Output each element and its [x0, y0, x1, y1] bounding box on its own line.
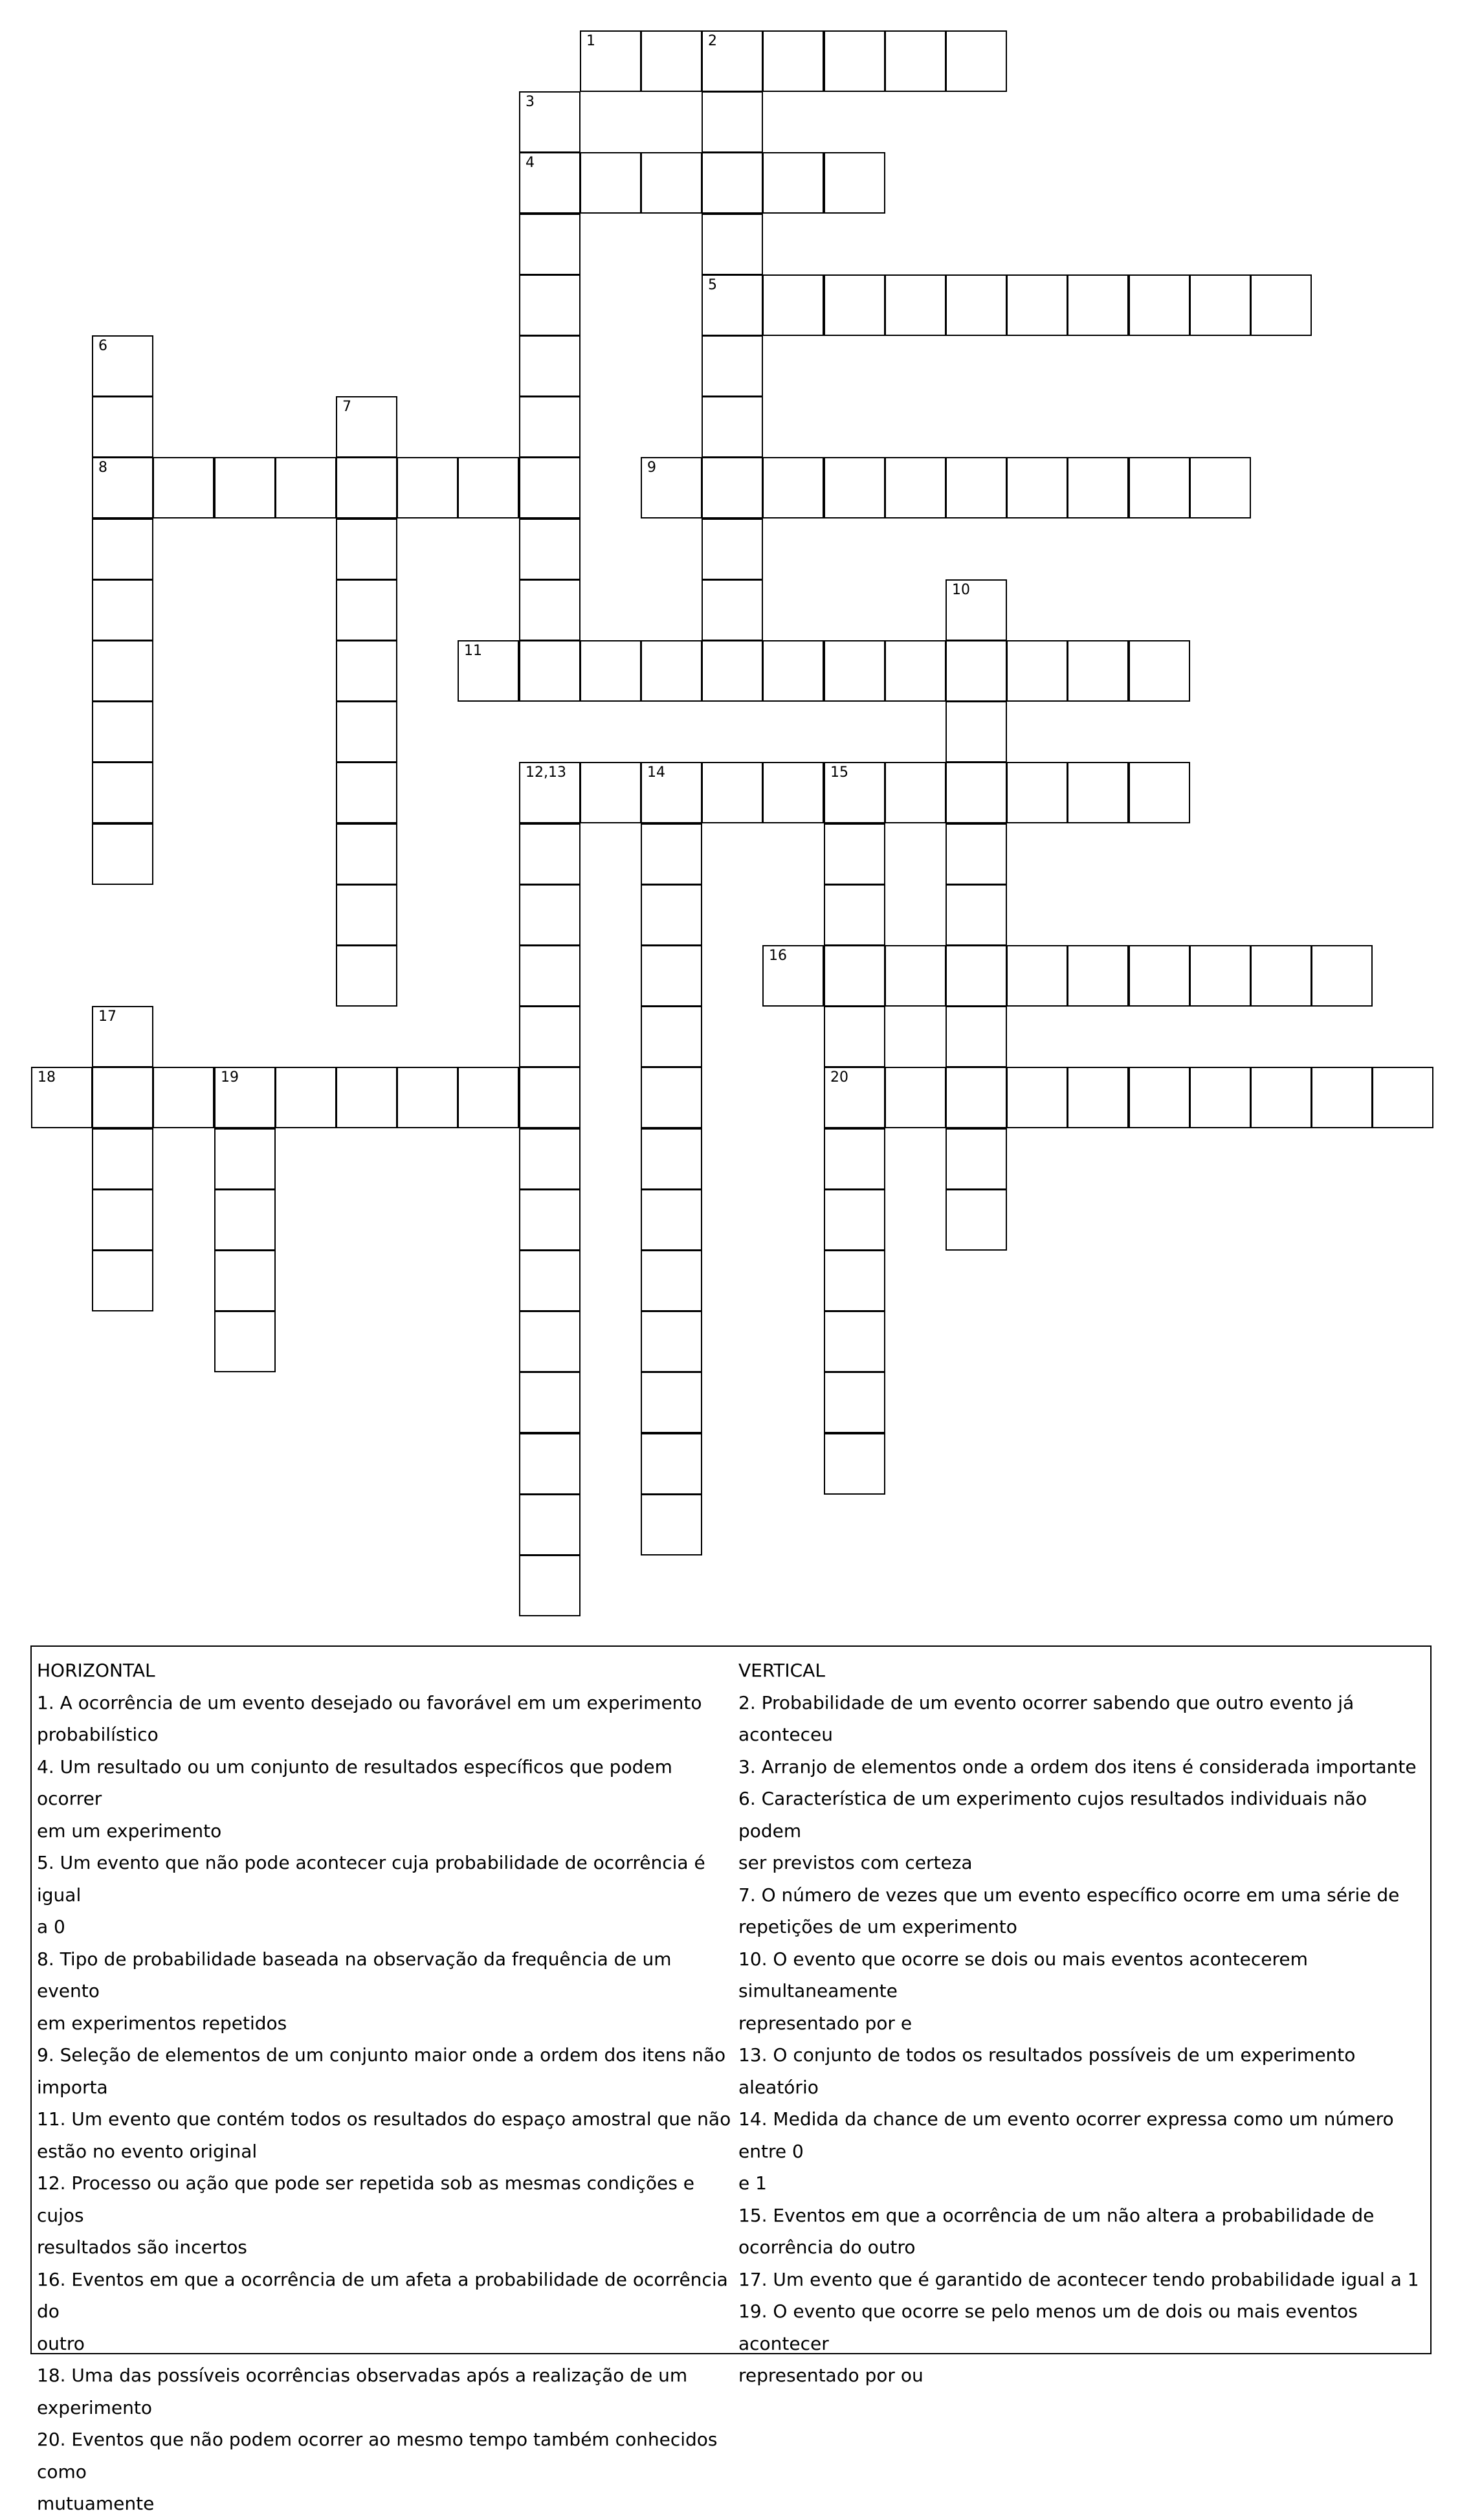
grid-cell[interactable]	[641, 1494, 702, 1555]
clue-line: probabilístico	[37, 1724, 159, 1745]
grid-cell[interactable]	[92, 335, 153, 397]
clue-line: 9. Seleção de elementos de um conjunto maior onde a ordem dos itens não	[37, 2044, 726, 2066]
grid-cell[interactable]	[641, 945, 702, 1007]
grid-cell[interactable]	[92, 1067, 153, 1128]
grid-cell[interactable]	[1067, 457, 1129, 518]
grid-cell[interactable]	[702, 579, 763, 641]
clue-line: 5. Um evento que não pode acontecer cuja probabilidade de ocorrência é igual	[37, 1852, 705, 1906]
grid-cell[interactable]	[762, 762, 824, 823]
grid-cell[interactable]	[946, 1189, 1007, 1251]
grid-cell[interactable]	[824, 823, 885, 885]
grid-cell[interactable]	[946, 457, 1007, 518]
grid-cell[interactable]	[1129, 762, 1190, 823]
grid-cell[interactable]	[336, 762, 397, 823]
grid-cell[interactable]	[702, 518, 763, 580]
grid-cell[interactable]	[458, 457, 519, 518]
grid-cell[interactable]	[641, 640, 702, 702]
grid-cell[interactable]	[519, 823, 581, 885]
grid-cell[interactable]	[1311, 1067, 1373, 1128]
grid-cell[interactable]	[946, 1128, 1007, 1190]
clue-line: repetições de um experimento	[738, 1916, 1017, 1937]
grid-cell[interactable]	[702, 396, 763, 458]
grid-cell[interactable]	[519, 335, 581, 397]
grid-cell[interactable]	[946, 1067, 1007, 1128]
grid-cell[interactable]	[824, 457, 885, 518]
clue-line: 7. O número de vezes que um evento específico ocorre em uma série de	[738, 1884, 1400, 1906]
clue-number: 20	[830, 1069, 848, 1086]
clue-number: 3	[525, 94, 535, 110]
clue-line: 20. Eventos que não podem ocorrer ao mesmo tempo também conhecidos como	[37, 2429, 718, 2482]
grid-cell[interactable]	[702, 214, 763, 275]
vertical-clues	[738, 1655, 1431, 2392]
clue-line: representado por e	[738, 2012, 912, 2034]
clue-line: estão no evento original	[37, 2140, 258, 2162]
grid-cell[interactable]	[885, 30, 946, 92]
horizontal-heading: HORIZONTAL	[37, 1660, 155, 1681]
grid-cell[interactable]	[92, 1250, 153, 1311]
grid-cell[interactable]	[519, 1250, 581, 1311]
grid-cell[interactable]	[1067, 762, 1129, 823]
grid-cell[interactable]	[885, 945, 946, 1007]
clue-number: 19	[221, 1069, 239, 1086]
grid-cell[interactable]	[519, 762, 581, 823]
grid-cell[interactable]	[885, 1067, 946, 1128]
grid-cell[interactable]	[92, 823, 153, 885]
grid-cell[interactable]	[336, 457, 397, 518]
clue-number: 2	[708, 33, 717, 49]
grid-cell[interactable]	[946, 823, 1007, 885]
grid-cell[interactable]	[946, 30, 1007, 92]
clue-line: experimento	[37, 2396, 152, 2418]
grid-cell[interactable]	[946, 884, 1007, 946]
grid-cell[interactable]	[762, 274, 824, 336]
grid-cell[interactable]	[824, 1189, 885, 1251]
grid-cell[interactable]	[641, 457, 702, 518]
clue-line: importa	[37, 2076, 108, 2098]
grid-cell[interactable]	[885, 762, 946, 823]
grid-cell[interactable]	[641, 30, 702, 92]
clue-line: 10. O evento que ocorre se dois ou mais eventos acontecerem simultaneamente	[738, 1948, 1308, 2002]
grid-cell[interactable]	[1129, 1067, 1190, 1128]
grid-cell[interactable]	[580, 152, 641, 214]
clue-line: 18. Uma das possíveis ocorrências observadas após a realização de um	[37, 2365, 688, 2386]
clue-line: 2. Probabilidade de um evento ocorrer sabendo que outro evento já aconteceu	[738, 1691, 1355, 1745]
clue-line: 3. Arranjo de elementos onde a ordem dos itens é considerada importante	[738, 1756, 1417, 1778]
grid-cell[interactable]	[641, 762, 702, 823]
grid-cell[interactable]	[1129, 640, 1190, 702]
grid-cell[interactable]	[92, 762, 153, 823]
clue-line: 8. Tipo de probabilidade baseada na observação da frequência de um evento	[37, 1948, 672, 2002]
grid-cell[interactable]	[519, 1128, 581, 1190]
grid-cell[interactable]	[519, 1006, 581, 1067]
grid-cell[interactable]	[336, 945, 397, 1007]
grid-cell[interactable]	[153, 457, 214, 518]
grid-cell[interactable]	[1006, 762, 1068, 823]
clue-line: 16. Eventos em que a ocorrência de um afeta a probabilidade de ocorrência do	[37, 2268, 728, 2322]
grid-cell[interactable]	[519, 91, 581, 153]
grid-cell[interactable]	[1129, 457, 1190, 518]
grid-cell[interactable]	[885, 457, 946, 518]
clue-number: 11	[464, 643, 482, 659]
grid-cell[interactable]	[1250, 945, 1312, 1007]
clue-line: 6. Característica de um experimento cujos resultados individuais não podem	[738, 1788, 1367, 1842]
grid-cell[interactable]	[1067, 640, 1129, 702]
grid-cell[interactable]	[92, 457, 153, 518]
clue-line: ser previstos com certeza	[738, 1852, 973, 1873]
grid-cell[interactable]	[641, 1067, 702, 1128]
grid-cell[interactable]	[824, 1433, 885, 1495]
grid-cell[interactable]	[214, 1250, 276, 1311]
clue-number: 10	[952, 582, 970, 598]
grid-cell[interactable]	[641, 884, 702, 946]
grid-cell[interactable]	[519, 518, 581, 580]
grid-cell[interactable]	[397, 457, 458, 518]
grid-cell[interactable]	[519, 214, 581, 275]
grid-cell[interactable]	[824, 1067, 885, 1128]
grid-cell[interactable]	[702, 335, 763, 397]
grid-cell[interactable]	[580, 30, 641, 92]
grid-cell[interactable]	[458, 640, 519, 702]
grid-cell[interactable]	[1129, 945, 1190, 1007]
grid-cell[interactable]	[519, 274, 581, 336]
grid-cell[interactable]	[519, 1311, 581, 1372]
grid-cell[interactable]	[762, 945, 824, 1007]
grid-cell[interactable]	[946, 762, 1007, 823]
grid-cell[interactable]	[275, 1067, 337, 1128]
clue-line: em um experimento	[37, 1820, 222, 1842]
grid-cell[interactable]	[336, 1067, 397, 1128]
grid-cell[interactable]	[702, 640, 763, 702]
grid-cell[interactable]	[214, 1311, 276, 1372]
grid-cell[interactable]	[641, 1250, 702, 1311]
grid-cell[interactable]	[336, 396, 397, 458]
grid-cell[interactable]	[885, 640, 946, 702]
grid-cell[interactable]	[1250, 274, 1312, 336]
grid-cell[interactable]	[824, 945, 885, 1007]
clue-number: 8	[98, 460, 107, 476]
clue-line: 14. Medida da chance de um evento ocorrer expressa como um número entre 0	[738, 2108, 1394, 2162]
clue-line: 12. Processo ou ação que pode ser repetida sob as mesmas condições e cujos	[37, 2172, 694, 2226]
grid-cell[interactable]	[519, 457, 581, 518]
grid-cell[interactable]	[702, 457, 763, 518]
grid-cell[interactable]	[1129, 274, 1190, 336]
grid-cell[interactable]	[1006, 274, 1068, 336]
grid-cell[interactable]	[1067, 274, 1129, 336]
grid-cell[interactable]	[336, 640, 397, 702]
grid-cell[interactable]	[762, 152, 824, 214]
clue-number: 15	[830, 764, 848, 781]
clue-number: 6	[98, 338, 107, 354]
grid-cell[interactable]	[519, 1555, 581, 1616]
grid-cell[interactable]	[214, 1128, 276, 1190]
grid-cell[interactable]	[153, 1067, 214, 1128]
grid-cell[interactable]	[519, 1433, 581, 1495]
clue-number: 12,13	[525, 764, 566, 781]
grid-cell[interactable]	[885, 274, 946, 336]
grid-cell[interactable]	[458, 1067, 519, 1128]
grid-cell[interactable]	[824, 274, 885, 336]
grid-cell[interactable]	[702, 274, 763, 336]
grid-cell[interactable]	[92, 396, 153, 458]
grid-cell[interactable]	[824, 1128, 885, 1190]
grid-cell[interactable]	[1006, 945, 1068, 1007]
grid-cell[interactable]	[519, 1494, 581, 1555]
grid-cell[interactable]	[824, 762, 885, 823]
grid-cell[interactable]	[702, 91, 763, 153]
horizontal-clues	[37, 1655, 739, 2520]
clue-line: representado por ou	[738, 2365, 924, 2386]
clue-line: a 0	[37, 1916, 65, 1937]
grid-cell[interactable]	[1006, 640, 1068, 702]
grid-cell[interactable]	[824, 1372, 885, 1433]
grid-cell[interactable]	[92, 701, 153, 763]
clue-number: 7	[342, 399, 351, 415]
clue-line: 1. A ocorrência de um evento desejado ou favorável em um experimento	[37, 1691, 702, 1713]
grid-cell[interactable]	[397, 1067, 458, 1128]
grid-cell[interactable]	[946, 945, 1007, 1007]
grid-cell[interactable]	[214, 457, 276, 518]
clue-number: 17	[98, 1009, 116, 1025]
grid-cell[interactable]	[519, 396, 581, 458]
clue-line: mutuamente	[37, 2493, 155, 2514]
grid-cell[interactable]	[92, 1189, 153, 1251]
grid-cell[interactable]	[641, 1433, 702, 1495]
grid-cell[interactable]	[336, 518, 397, 580]
grid-cell[interactable]	[519, 884, 581, 946]
clue-number: 4	[525, 155, 535, 171]
grid-cell[interactable]	[214, 1067, 276, 1128]
grid-cell[interactable]	[762, 30, 824, 92]
grid-cell[interactable]	[580, 640, 641, 702]
grid-cell[interactable]	[1067, 945, 1129, 1007]
grid-cell[interactable]	[336, 579, 397, 641]
grid-cell[interactable]	[92, 579, 153, 641]
grid-cell[interactable]	[824, 640, 885, 702]
clue-number: 18	[38, 1069, 56, 1086]
grid-cell[interactable]	[641, 1189, 702, 1251]
clue-line: em experimentos repetidos	[37, 2012, 287, 2034]
grid-cell[interactable]	[1006, 1067, 1068, 1128]
grid-cell[interactable]	[824, 1250, 885, 1311]
grid-cell[interactable]	[336, 884, 397, 946]
grid-cell[interactable]	[1250, 1067, 1312, 1128]
grid-cell[interactable]	[641, 1128, 702, 1190]
clue-number: 1	[586, 33, 595, 49]
clue-line: 15. Eventos em que a ocorrência de um não altera a probabilidade de	[738, 2204, 1375, 2226]
grid-cell[interactable]	[519, 579, 581, 641]
grid-cell[interactable]	[519, 152, 581, 214]
grid-cell[interactable]	[946, 701, 1007, 763]
grid-cell[interactable]	[275, 457, 337, 518]
grid-cell[interactable]	[824, 1311, 885, 1372]
clue-number: 16	[769, 948, 787, 964]
grid-cell[interactable]	[1189, 1067, 1251, 1128]
grid-cell[interactable]	[1067, 1067, 1129, 1128]
clue-line: e 1	[738, 2172, 767, 2194]
grid-cell[interactable]	[824, 1006, 885, 1067]
clue-line: ocorrência do outro	[738, 2236, 916, 2258]
grid-cell[interactable]	[641, 152, 702, 214]
grid-cell[interactable]	[946, 579, 1007, 641]
clue-line: resultados são incertos	[37, 2236, 247, 2258]
grid-cell[interactable]	[762, 640, 824, 702]
grid-cell[interactable]	[92, 1128, 153, 1190]
grid-cell[interactable]	[519, 1189, 581, 1251]
clue-line: 13. O conjunto de todos os resultados possíveis de um experimento aleatório	[738, 2044, 1356, 2098]
grid-cell[interactable]	[92, 518, 153, 580]
grid-cell[interactable]	[641, 1006, 702, 1067]
clue-number: 14	[647, 764, 665, 781]
grid-cell[interactable]	[641, 1311, 702, 1372]
clue-number: 9	[647, 460, 656, 476]
vertical-heading: VERTICAL	[738, 1660, 825, 1681]
grid-cell[interactable]	[336, 823, 397, 885]
grid-cell[interactable]	[1189, 457, 1251, 518]
grid-cell[interactable]	[762, 457, 824, 518]
grid-cell[interactable]	[336, 701, 397, 763]
grid-cell[interactable]	[580, 762, 641, 823]
clues-box	[30, 1645, 1432, 2514]
grid-cell[interactable]	[824, 152, 885, 214]
grid-cell[interactable]	[1372, 1067, 1433, 1128]
grid-cell[interactable]	[519, 640, 581, 702]
grid-cell[interactable]	[946, 1006, 1007, 1067]
grid-cell[interactable]	[641, 1372, 702, 1433]
grid-cell[interactable]	[31, 1067, 93, 1128]
grid-cell[interactable]	[92, 1006, 153, 1067]
grid-cell[interactable]	[519, 945, 581, 1007]
clue-line: 17. Um evento que é garantido de acontecer tendo probabilidade igual a 1	[738, 2268, 1419, 2290]
grid-cell[interactable]	[214, 1189, 276, 1251]
grid-cell[interactable]	[946, 640, 1007, 702]
grid-cell[interactable]	[946, 274, 1007, 336]
grid-cell[interactable]	[92, 640, 153, 702]
grid-cell[interactable]	[1189, 274, 1251, 336]
grid-cell[interactable]	[824, 30, 885, 92]
clue-line: 19. O evento que ocorre se pelo menos um de dois ou mais eventos acontecer	[738, 2301, 1358, 2354]
grid-cell[interactable]	[702, 152, 763, 214]
clue-line: 11. Um evento que contém todos os resultados do espaço amostral que não	[37, 2108, 731, 2130]
grid-cell[interactable]	[1189, 945, 1251, 1007]
grid-cell[interactable]	[519, 1372, 581, 1433]
grid-cell[interactable]	[1006, 457, 1068, 518]
grid-cell[interactable]	[1311, 945, 1373, 1007]
clue-line: outro	[37, 2332, 85, 2354]
grid-cell[interactable]	[824, 884, 885, 946]
grid-cell[interactable]	[702, 30, 763, 92]
clue-number: 5	[708, 277, 717, 293]
grid-cell[interactable]	[641, 823, 702, 885]
grid-cell[interactable]	[702, 762, 763, 823]
grid-cell[interactable]	[519, 1067, 581, 1128]
clue-line: 4. Um resultado ou um conjunto de resultados específicos que podem ocorrer	[37, 1756, 672, 1809]
